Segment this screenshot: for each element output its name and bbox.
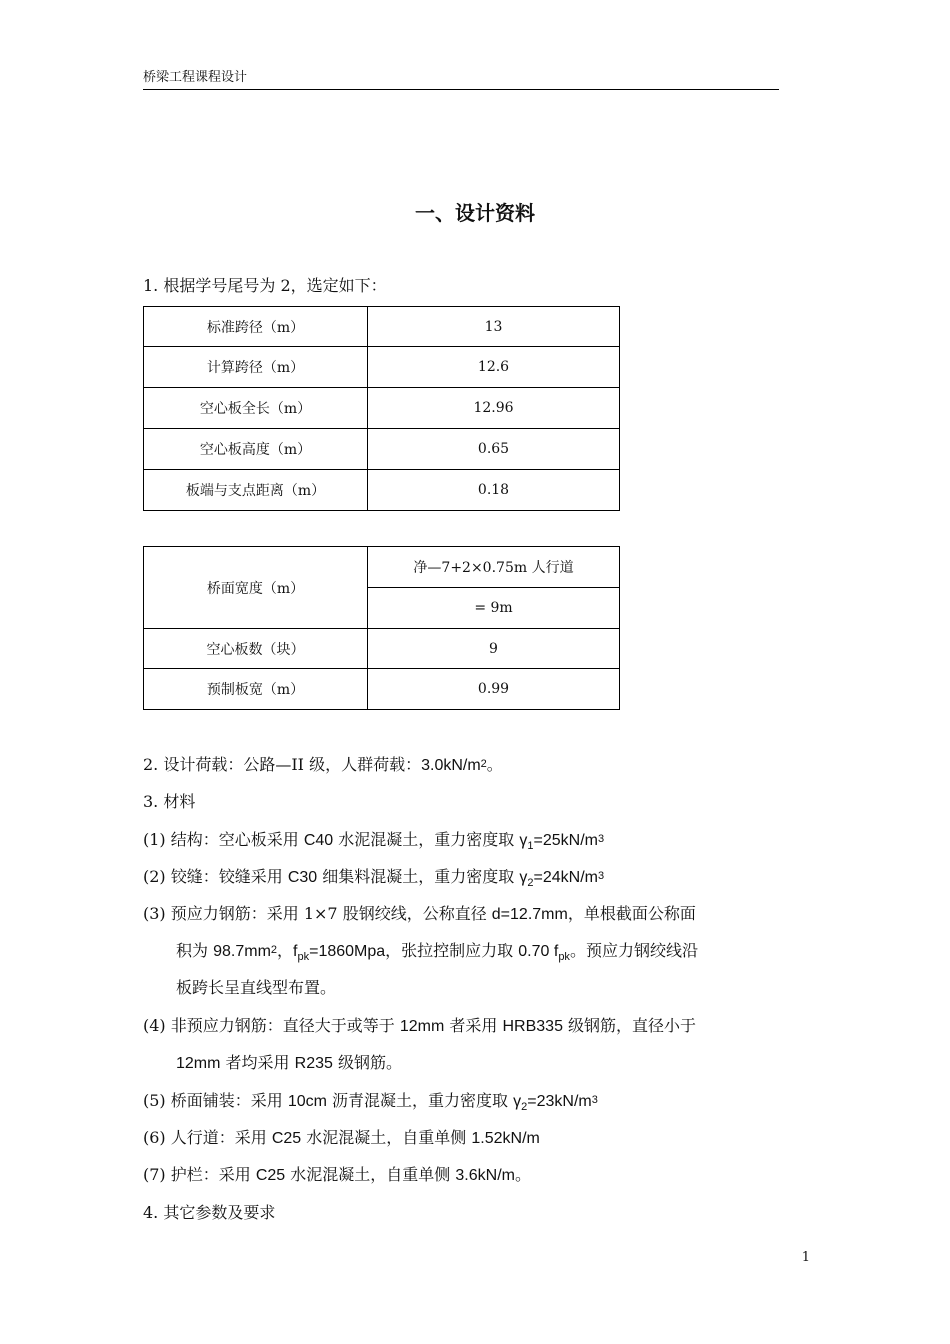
material-2-joint xyxy=(143,867,604,888)
concrete-grade: C25 xyxy=(255,1167,286,1184)
material-text: (1) 结构：空心板采用 xyxy=(143,830,304,849)
material-7-railing xyxy=(143,1165,531,1186)
page-number: 1 xyxy=(801,1250,810,1265)
sentence-end: 。 xyxy=(486,755,503,774)
running-header-title: 桥梁工程课程设计 xyxy=(143,70,248,85)
material-4-rebar-line-2 xyxy=(176,1053,402,1074)
material-1-structure xyxy=(143,830,604,851)
table-cell-label: 空心板高度（m） xyxy=(144,429,368,470)
table-row xyxy=(144,629,620,669)
unit-exponent: 2 xyxy=(270,944,278,956)
table-cell-value: 0.65 xyxy=(368,429,620,470)
material-text: (5) 桥面铺装：采用 xyxy=(143,1091,288,1110)
section-title: 一、设计资料 xyxy=(415,201,535,225)
table-cell-label: 桥面宽度（m） xyxy=(144,547,368,629)
item-1-text: 1. 根据学号尾号为 2，选定如下： xyxy=(143,276,387,295)
table-cell-value: 12.6 xyxy=(368,347,620,388)
material-text: 细集料混凝土，重力密度取 xyxy=(317,867,520,886)
table-cell-label: 空心板全长（m） xyxy=(144,388,368,429)
table-row xyxy=(144,388,620,429)
material-text: (2) 铰缝：铰缝采用 xyxy=(143,867,288,886)
material-text: 水泥混凝土，自重单侧 xyxy=(301,1128,472,1147)
strength-symbol: f xyxy=(293,943,298,960)
control-stress-ratio: 0.70 xyxy=(518,943,554,960)
material-text: (3) 预应力钢筋：采用 1×7 股钢绞线，公称直径 xyxy=(143,904,492,923)
unit-weight-value: =25kN/m xyxy=(533,832,598,849)
self-weight-value: 1.52kN/m xyxy=(471,1130,540,1147)
self-weight-value: 3.6kN/m xyxy=(455,1167,515,1184)
table-cell-value: = 9m xyxy=(368,588,620,629)
rebar-grade: HRB335 xyxy=(502,1018,563,1035)
material-text: (4) 非预应力钢筋：直径大于或等于 xyxy=(143,1016,400,1035)
material-text: 水泥混凝土，重力密度取 xyxy=(333,830,520,849)
table-row xyxy=(144,347,620,388)
table-cell-label: 板端与支点距离（m） xyxy=(144,470,368,511)
table-cell-label: 计算跨径（m） xyxy=(144,347,368,388)
unit-exponent: 3 xyxy=(597,870,605,882)
unit-exponent: 3 xyxy=(597,833,605,845)
material-text: 水泥混凝土，自重单侧 xyxy=(285,1165,456,1184)
gamma-symbol: γ xyxy=(519,832,528,849)
sentence-end: 。 xyxy=(514,1165,531,1184)
material-3-prestress-line-1 xyxy=(143,904,696,925)
table-cell-label: 预制板宽（m） xyxy=(144,669,368,710)
table-row xyxy=(144,547,620,588)
strand-diameter: d=12.7mm xyxy=(491,906,568,923)
span-parameters-table xyxy=(143,306,620,511)
table-cell-value: 0.18 xyxy=(368,470,620,511)
material-text: 沥青混凝土，重力密度取 xyxy=(326,1091,514,1110)
material-3-prestress-line-3: 板跨长呈直线型布置。 xyxy=(176,978,337,997)
material-5-deck-pavement xyxy=(143,1091,598,1112)
strength-subscript: pk xyxy=(558,951,570,963)
gamma-subscript: 1 xyxy=(527,840,534,852)
strength-symbol: f xyxy=(553,943,559,960)
item-2-design-load xyxy=(143,755,503,776)
concrete-grade: C40 xyxy=(303,832,334,849)
unit-exponent: 2 xyxy=(480,758,487,770)
material-text: 者均采用 xyxy=(220,1053,295,1072)
table-cell-value: 12.96 xyxy=(368,388,620,429)
material-text: (7) 护栏：采用 xyxy=(143,1165,256,1184)
material-text: ，张拉控制应力取 xyxy=(385,941,519,960)
gamma-symbol: γ xyxy=(519,869,528,886)
material-text: 。预应力钢绞线沿 xyxy=(569,941,698,960)
material-text: 积为 xyxy=(176,941,214,960)
unit-exponent: 3 xyxy=(591,1094,598,1106)
material-text: ，单根截面公称面 xyxy=(567,904,696,923)
item-3-materials: 3. 材料 xyxy=(143,792,196,811)
crowd-load-value: 3.0kN/m xyxy=(421,757,481,774)
table-cell-value: 净—7+2×0.75m 人行道 xyxy=(368,547,620,588)
item-4-other-parameters: 4. 其它参数及要求 xyxy=(143,1203,276,1222)
table-cell-value: 0.99 xyxy=(368,669,620,710)
unit-weight-value: =24kN/m xyxy=(533,869,598,886)
unit-weight-value: =23kN/m xyxy=(527,1093,592,1110)
pavement-thickness: 10cm xyxy=(287,1093,327,1110)
material-3-prestress-line-2 xyxy=(176,941,698,962)
table-cell-value: 9 xyxy=(368,629,620,669)
rebar-size: 12mm xyxy=(399,1018,445,1035)
concrete-grade: C30 xyxy=(287,869,318,886)
running-header xyxy=(143,70,779,90)
table-row xyxy=(144,429,620,470)
material-text: (6) 人行道：采用 xyxy=(143,1128,272,1147)
gamma-symbol: γ xyxy=(513,1093,522,1110)
material-6-sidewalk xyxy=(143,1128,540,1149)
table-row xyxy=(144,669,620,710)
strength-value: =1860Mpa xyxy=(309,943,386,960)
rebar-grade: R235 xyxy=(294,1055,333,1072)
material-4-rebar-line-1 xyxy=(143,1016,696,1037)
gamma-subscript: 2 xyxy=(527,877,534,889)
table-cell-label: 标准跨径（m） xyxy=(144,307,368,347)
table-row xyxy=(144,307,620,347)
gamma-subscript: 2 xyxy=(521,1101,528,1113)
table-cell-value: 13 xyxy=(368,307,620,347)
rebar-size: 12mm xyxy=(176,1055,221,1072)
deck-parameters-table xyxy=(143,546,620,710)
table-cell-label: 空心板数（块） xyxy=(144,629,368,669)
strand-area: 98.7mm xyxy=(213,943,271,960)
material-text: 者采用 xyxy=(444,1016,503,1035)
table-row xyxy=(144,470,620,511)
material-text: 级钢筋，直径小于 xyxy=(562,1016,697,1035)
strength-subscript: pk xyxy=(297,951,310,963)
material-text: 级钢筋。 xyxy=(332,1053,402,1072)
separator: ， xyxy=(277,941,294,960)
concrete-grade: C25 xyxy=(271,1130,302,1147)
design-load-text: 2. 设计荷载：公路—II 级，人群荷载： xyxy=(143,755,422,774)
